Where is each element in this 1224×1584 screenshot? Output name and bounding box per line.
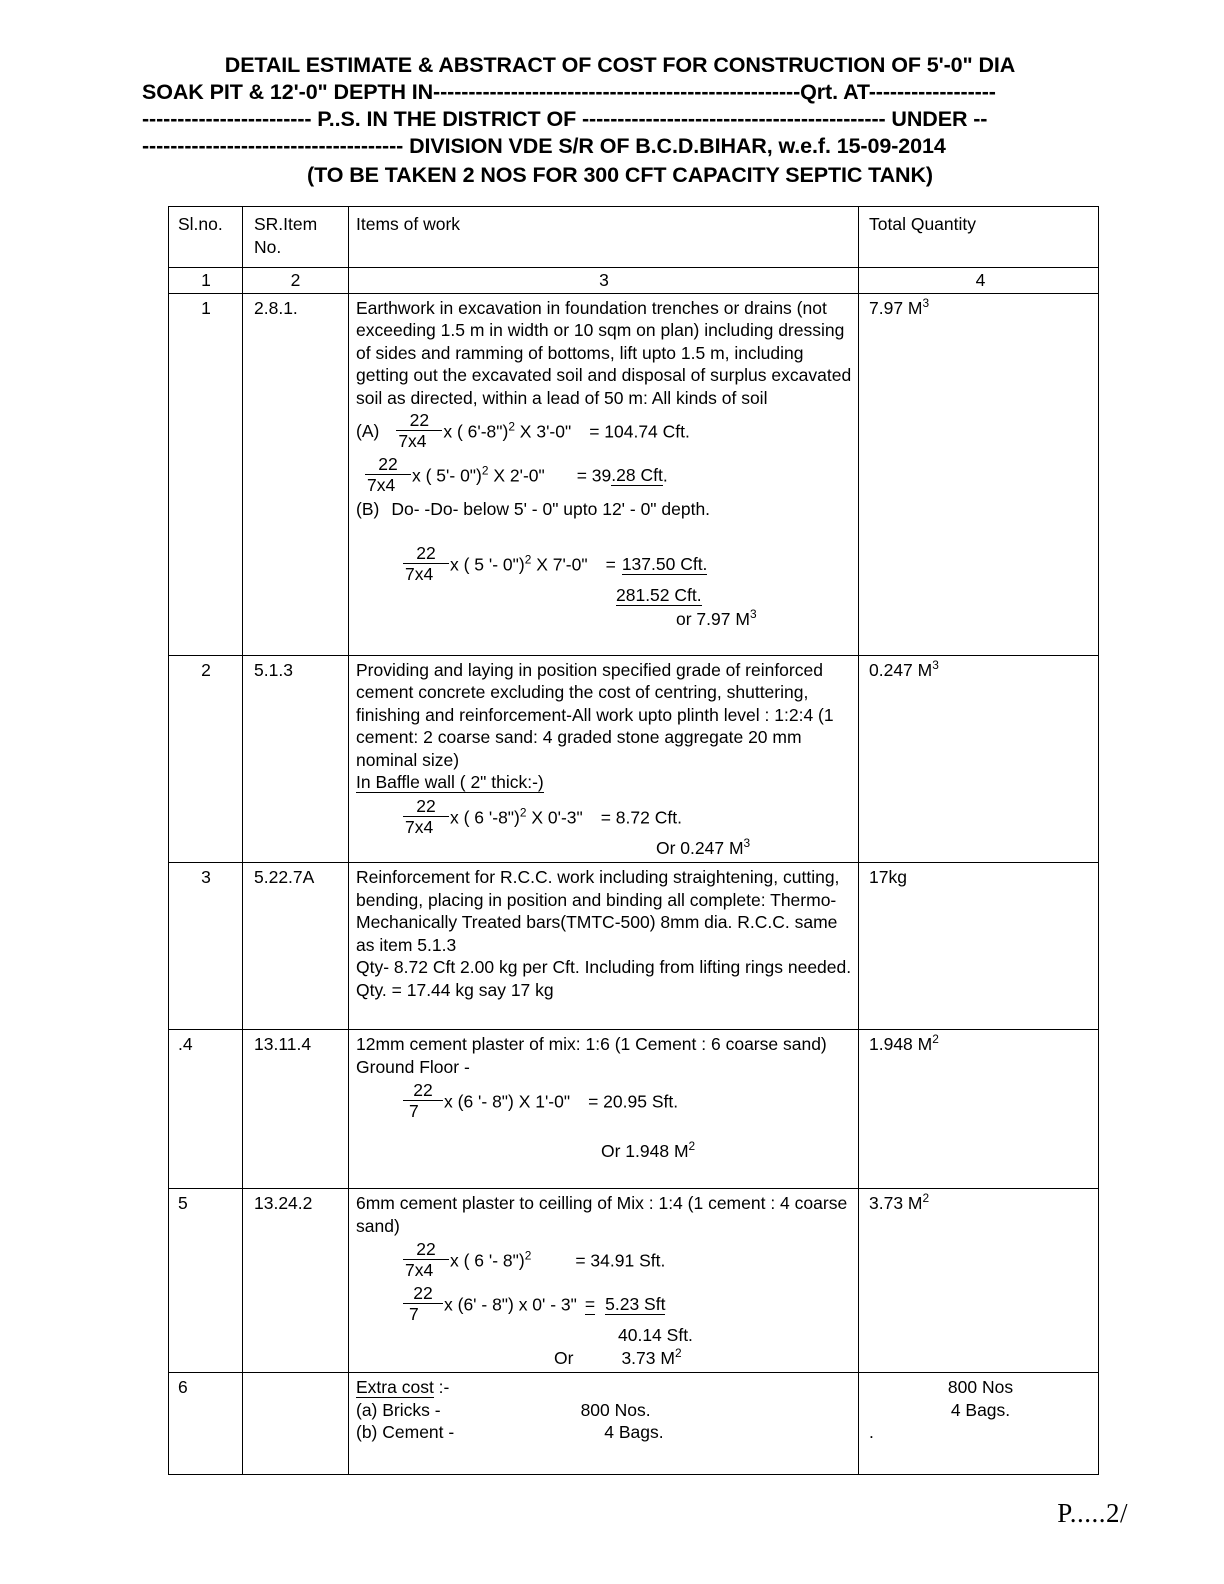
row-2-sr-item-no: 5.1.3 (243, 655, 349, 863)
row-2-calc-a-rest: X 0'-3" (526, 806, 583, 827)
table-row (169, 655, 1099, 863)
row-3-description: Reinforcement for R.C.C. work including straightening, cutting, bending, placing in position and binding all complete: Thermo-Mechanically Treated bars(TMTC-500) 8mm dia. R.C.C. same as item 5.1.3 (356, 867, 840, 955)
row-5-calc-a-exp: 2 (524, 1248, 532, 1263)
row-5-calc-b-eq-sign: = (584, 1294, 596, 1315)
row-6-subhead: Extra cost (356, 1377, 434, 1397)
row-1-calc-b-eq-underlined: .28 Cft (611, 465, 663, 486)
row-1-frac-a (396, 410, 442, 452)
row-6-item-a-label: (a) Bricks - (356, 1399, 441, 1420)
row-4-description: 12mm cement plaster of mix: 1:6 (1 Cement : 6 coarse sand) (356, 1034, 827, 1054)
row-6-sl-no: 6 (169, 1373, 243, 1475)
row-4-sl-no: .4 (169, 1030, 243, 1189)
row-1-calc-b-eq-pre: = 39 (576, 465, 612, 486)
row-4-items-of-work (349, 1030, 859, 1189)
row-4-frac-a-den: 7 (409, 1101, 419, 1121)
document-title (140, 52, 1100, 189)
row-5-sl-no: 5 (169, 1189, 243, 1373)
row-5-quantity-sup: 2 (922, 1191, 930, 1206)
title-line-2: SOAK PIT & 12'-0" DEPTH IN----------------------------------------------------Qrt. AT------------------ (142, 80, 996, 104)
row-5-calc-b-sum: 40.14 Sft. (618, 1325, 693, 1345)
row-5-sr-item-no: 13.24.2 (243, 1189, 349, 1373)
row-1-frac-a-num: 22 (396, 410, 442, 431)
row-5-calc-a (356, 1239, 852, 1281)
row-4-sr-item-no: 13.11.4 (243, 1030, 349, 1189)
row-5-items-of-work (349, 1189, 859, 1373)
row-1-calc-b-expr: x ( 5'- 0") (412, 465, 482, 486)
row-1-calc-c (356, 498, 852, 521)
row-6-item-a (356, 1399, 852, 1422)
row-1-sr-item-no: 2.8.1. (243, 293, 349, 655)
row-1-frac-d-num: 22 (403, 543, 449, 564)
row-4-calc-a-or: Or 1.948 M (601, 1141, 689, 1161)
title-line-4: ------------------------------------- DIVISION VDE S/R OF B.C.D.BIHAR, w.e.f. 15-09-2014 (142, 134, 946, 158)
row-2-quantity-value: 0.247 M (869, 659, 933, 680)
row-5-frac-b-den: 7 (409, 1304, 419, 1324)
table-row (169, 863, 1099, 1030)
header-sr-item-no: SR.Item No. (243, 207, 349, 268)
row-3-items-of-work (349, 863, 859, 1030)
row-1-calc-d-rest: X 7'-0" (531, 553, 588, 574)
row-3-sl-no: 3 (169, 863, 243, 1030)
row-1-calc-b-exp: 2 (481, 463, 489, 478)
row-1-frac-b (365, 454, 411, 496)
row-2-calc-a-expr: x ( 6 '-8") (450, 806, 520, 827)
row-5-frac-a-num: 22 (403, 1239, 449, 1260)
row-1-calc-d-sum-line (356, 584, 852, 607)
row-4-frac-a (403, 1080, 443, 1122)
row-2-subhead-line (356, 771, 852, 794)
table-row (169, 1030, 1099, 1189)
row-2-frac-a-den: 7x4 (405, 816, 434, 837)
row-1-calc-a-label: (A) (356, 421, 380, 442)
row-1-description: Earthwork in excavation in foundation trenches or drains (not exceeding 1.5 m in width or 10 sqm on plan) including dressing of sides and ramming of bottoms, lift upto 1.5 m, including getting out the excavated soil and disposal of surplus excavated soil as directed, within a lead of 50 m: All kinds of soil (356, 297, 852, 408)
row-2-calc-a-eq: = 8.72 Cft. (600, 806, 682, 827)
row-2-items-of-work (349, 655, 859, 863)
row-1-calc-a-expr: x ( 6'-8") (443, 421, 509, 442)
row-1-quantity-sup: 3 (922, 295, 930, 310)
row-2-calc-a-exp: 2 (519, 805, 527, 820)
row-1-calc-d-exp: 2 (524, 552, 532, 567)
row-4-frac-a-num: 22 (403, 1080, 443, 1101)
row-1-quantity-value: 7.97 M (869, 297, 923, 318)
header-sl-no: Sl.no. (169, 207, 243, 268)
header-total-quantity: Total Quantity (859, 207, 1099, 268)
row-2-calc-a (356, 796, 852, 838)
row-1-calc-a-exp: 2 (508, 419, 515, 434)
row-6-sr-item-no (243, 1373, 349, 1475)
row-5-quantity-value: 3.73 M (869, 1193, 923, 1213)
row-6-item-b-value: 4 Bags. (604, 1422, 664, 1442)
row-1-calc-a (356, 410, 852, 452)
row-2-description: Providing and laying in position specified grade of reinforced cement concrete excluding the cost of centring, shuttering, finishing and reinforcement-All work upto plinth level : 1:2:4 (1 cement: 2 coarse sand: 4 graded stone aggregate 20 mm nominal size) (356, 659, 834, 770)
row-5-calc-b-or-label: Or (554, 1347, 574, 1368)
row-2-calc-a-or-line (356, 837, 852, 860)
row-1-calc-d-sum: 281.52 Cft. (616, 584, 702, 605)
row-1-items-of-work (349, 293, 859, 655)
row-1-calc-a-eq: = 104.74 Cft. (589, 421, 690, 442)
row-4-calc-a (356, 1080, 852, 1122)
row-1-calc-d-or: or 7.97 M (676, 609, 750, 629)
row-6-subhead-line (356, 1376, 852, 1399)
row-5-frac-a (403, 1239, 449, 1281)
row-1-calc-d-or-sup: 3 (749, 607, 757, 622)
row-1-calc-d (356, 543, 852, 585)
row-1-calc-d-or-line (356, 608, 852, 631)
row-1-calc-d-eq-sign: = (605, 553, 616, 574)
row-1-calc-a-rest: X 3'-0" (514, 421, 572, 442)
row-4-subhead: Ground Floor - (356, 1056, 470, 1077)
row-5-calc-b-sum-line (356, 1324, 852, 1347)
row-6-item-b-label: (b) Cement - (356, 1422, 455, 1442)
estimate-table (168, 206, 1099, 1475)
row-6-quantity-line-1: 800 Nos (947, 1377, 1014, 1397)
row-5-calc-b-expr: x (6' - 8") x 0' - 3" (444, 1294, 577, 1315)
row-1-calc-c-text: Do- -Do- below 5' - 0" upto 12' - 0" depth. (391, 499, 711, 519)
title-line-1: DETAIL ESTIMATE & ABSTRACT OF COST FOR CONSTRUCTION OF 5'-0" DIA (224, 53, 1016, 77)
row-1-calc-b-eq-post: . (662, 465, 668, 486)
row-3-quantity-value: 17kg (869, 867, 907, 887)
row-5-calc-a-eq: = 34.91 Sft. (575, 1250, 666, 1271)
column-number-row (169, 268, 1099, 294)
row-1-calc-d-eq-val: 137.50 Cft. (621, 553, 708, 574)
colnum-4: 4 (859, 268, 1099, 294)
row-3-sr-item-no: 5.22.7A (243, 863, 349, 1030)
colnum-3: 3 (349, 268, 859, 294)
row-6-items-of-work (349, 1373, 859, 1475)
colnum-1: 1 (169, 268, 243, 294)
table-row (169, 1189, 1099, 1373)
row-2-quantity-sup: 3 (932, 657, 939, 672)
row-6-total-quantity (859, 1373, 1099, 1475)
row-1-frac-b-num: 22 (365, 454, 411, 475)
title-line-5: (TO BE TAKEN 2 NOS FOR 300 CFT CAPACITY SEPTIC TANK) (307, 163, 933, 187)
row-5-description: 6mm cement plaster to ceilling of Mix : 1:4 (1 cement : 4 coarse sand) (356, 1193, 848, 1236)
table-header-row (169, 207, 1099, 268)
row-5-frac-a-den: 7x4 (405, 1260, 434, 1280)
row-2-calc-a-or-sup: 3 (743, 835, 751, 850)
row-4-calc-a-expr: x (6 '- 8") X 1'-0" (444, 1091, 571, 1112)
row-4-quantity-value: 1.948 M (869, 1034, 933, 1054)
row-5-frac-b (403, 1283, 443, 1325)
row-5-frac-b-num: 22 (403, 1283, 443, 1304)
row-2-sl-no: 2 (169, 655, 243, 863)
row-4-calc-a-or-line (356, 1140, 852, 1163)
row-1-calc-b (356, 454, 852, 496)
row-6-subhead-rest: :- (433, 1377, 450, 1397)
row-2-calc-a-or: Or 0.247 M (656, 837, 744, 858)
row-6-item-a-value: 800 Nos. (580, 1399, 651, 1420)
row-6-quantity-line-2: 4 Bags. (950, 1399, 1011, 1420)
colnum-2: 2 (243, 268, 349, 294)
row-6-quantity-line-3: . (869, 1422, 874, 1442)
row-5-calc-b-or-sup: 2 (674, 1345, 682, 1360)
row-1-frac-d (403, 543, 449, 585)
header-items-of-work: Items of work (349, 207, 859, 268)
page-footer: P.....2/ (1057, 1498, 1128, 1528)
row-4-quantity-sup: 2 (932, 1032, 939, 1047)
row-1-sl-no: 1 (169, 293, 243, 655)
row-1-calc-c-label: (B) (356, 499, 380, 519)
row-1-calc-b-rest: X 2'-0" (488, 465, 545, 486)
row-2-total-quantity (859, 655, 1099, 863)
row-4-calc-a-or-sup: 2 (688, 1139, 696, 1154)
table-row (169, 1373, 1099, 1475)
row-5-calc-b-or-line (356, 1347, 852, 1370)
row-5-calc-b-eq-val: 5.23 Sft (605, 1294, 666, 1315)
row-4-total-quantity (859, 1030, 1099, 1189)
row-1-total-quantity (859, 293, 1099, 655)
row-5-total-quantity (859, 1189, 1099, 1373)
title-line-3: ------------------------ P..S. IN THE DISTRICT OF ------------------------------------------- UNDER -- (142, 107, 988, 131)
row-3-qty-line: Qty- 8.72 Cft 2.00 kg per Cft. Including from lifting rings needed. (356, 957, 852, 977)
row-2-frac-a-num: 22 (403, 796, 449, 817)
row-3-qty-total: Qty. = 17.44 kg say 17 kg (356, 979, 554, 1000)
row-4-calc-a-eq: = 20.95 Sft. (588, 1091, 679, 1112)
row-5-calc-a-expr: x ( 6 '- 8") (450, 1250, 525, 1271)
row-2-frac-a (403, 796, 449, 838)
row-1-frac-a-den: 7x4 (398, 431, 427, 451)
row-2-subhead: In Baffle wall ( 2" thick:-) (356, 772, 544, 792)
row-5-calc-b-or-val: 3.73 M (621, 1347, 675, 1368)
table-row (169, 293, 1099, 655)
row-5-calc-b (356, 1283, 852, 1325)
row-1-calc-d-expr: x ( 5 '- 0") (450, 553, 525, 574)
row-1-frac-b-den: 7x4 (367, 475, 396, 495)
row-6-item-b (356, 1421, 852, 1444)
row-1-frac-d-den: 7x4 (405, 563, 434, 584)
row-3-total-quantity (859, 863, 1099, 1030)
